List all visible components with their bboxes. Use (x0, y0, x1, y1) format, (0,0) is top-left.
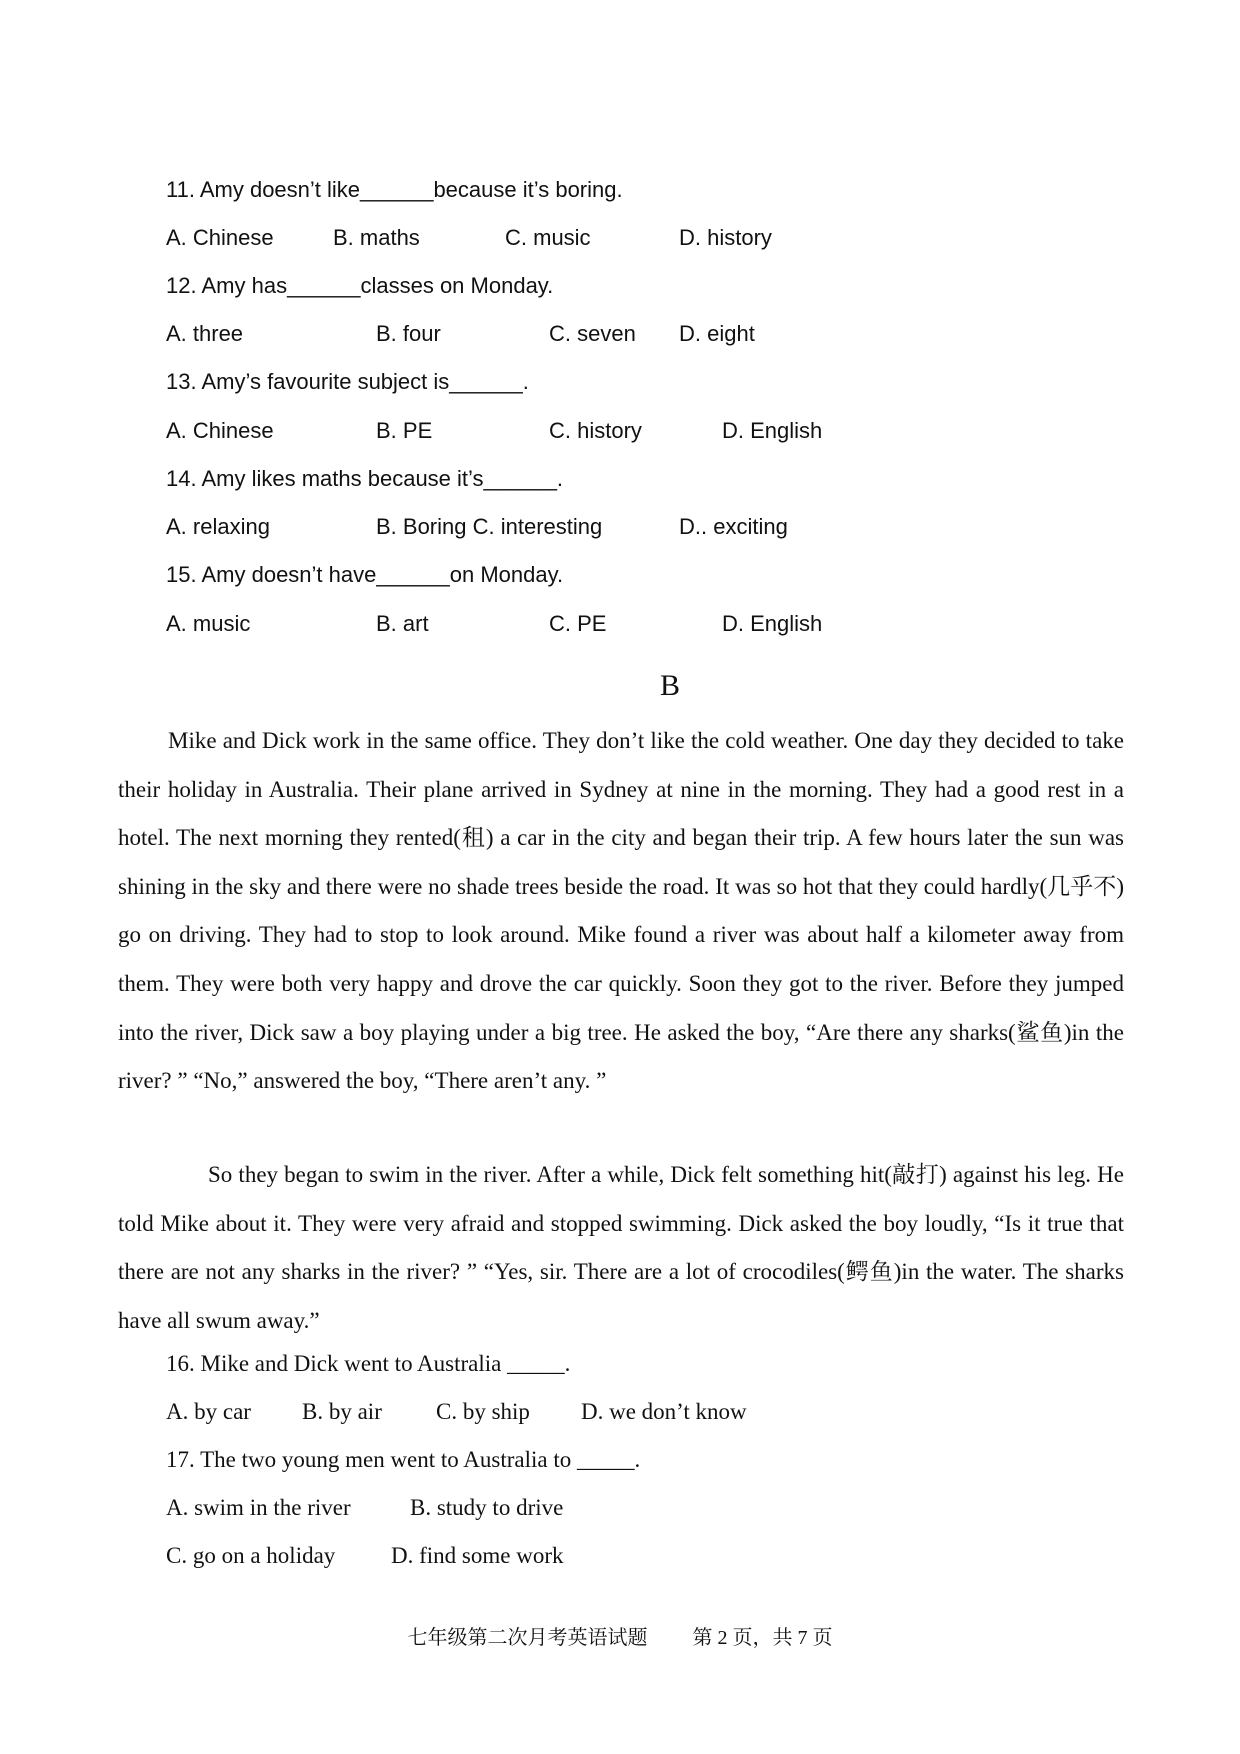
question-16-option-a: A. by car (166, 1399, 251, 1424)
question-15-option-a: A. music (166, 611, 251, 636)
question-17-option-d: D. find some work (391, 1543, 564, 1568)
question-17-option-a: A. swim in the river (166, 1495, 351, 1520)
question-15-option-d: D. English (722, 611, 823, 636)
footer-page-number: 第 2 页，共 7 页 (692, 1627, 833, 1649)
question-12-stem: 12. Amy has______classes on Monday. (166, 273, 554, 298)
question-15-option-c: C. PE (549, 611, 607, 636)
question-17-option-c: C. go on a holiday (166, 1543, 336, 1568)
question-15-option-b: B. art (376, 611, 429, 636)
question-13-option-b: B. PE (376, 418, 433, 443)
question-14-option-a: A. relaxing (166, 514, 270, 539)
question-17-option-b: B. study to drive (410, 1495, 564, 1520)
question-13-stem: 13. Amy’s favourite subject is______. (166, 369, 529, 394)
question-12-option-c: C. seven (549, 321, 636, 346)
question-14-option-b-c: B. Boring C. interesting (376, 514, 603, 539)
question-12-option-a: A. three (166, 321, 244, 346)
section-b-title: B (660, 669, 681, 702)
question-16-option-b: B. by air (302, 1399, 382, 1424)
question-13-option-c: C. history (549, 418, 642, 443)
reading-paragraph-1: Mike and Dick work in the same office. They don’t like the cold weather. One day they decided to take their holiday in Australia. Their plane arrived in Sydney at nine in the morning. They had a good rest in a hotel. The next morning they rented(租) a car in the city and began their trip. A few hours later the sun was shining in the sky and there were no shade trees beside the road. It was so hot that they could hardly(几乎不) go on driving. They had to stop to look around. Mike found a river was about half a kilometer away from them. They were both very happy and drove the car quickly. Soon they got to the river. Before they jumped into the river, Dick saw a boy playing under a big tree. He asked the boy, “Are there any sharks(鲨鱼)in the river? ” “No,” answered the boy, “There aren’t any. ” (118, 728, 1124, 1094)
page-footer (0, 1625, 1240, 1651)
question-11-option-d: D. history (679, 225, 772, 250)
question-13-option-a: A. Chinese (166, 418, 274, 443)
question-11-option-b: B. maths (333, 225, 420, 250)
footer-exam-title: 七年级第二次月考英语试题 (407, 1627, 648, 1649)
question-16-stem: 16. Mike and Dick went to Australia _____. (166, 1351, 571, 1376)
question-12-option-b: B. four (376, 321, 441, 346)
question-16-option-c: C. by ship (436, 1399, 530, 1424)
reading-paragraph-2: So they began to swim in the river. After a while, Dick felt something hit(敲打) against his leg. He told Mike about it. They were very afraid and stopped swimming. Dick asked the boy loudly, “Is it true that there are not any sharks in the river? ” “Yes, sir. There are a lot of crocodiles(鳄鱼)in the water. The sharks have all swum away.” (118, 1162, 1124, 1333)
question-16-option-d: D. we don’t know (581, 1399, 747, 1424)
question-17-stem: 17. The two young men went to Australia to _____. (166, 1447, 641, 1472)
question-11-option-a: A. Chinese (166, 225, 274, 250)
question-15-stem: 15. Amy doesn’t have______on Monday. (166, 562, 564, 587)
question-14-stem: 14. Amy likes maths because it’s______. (166, 466, 564, 491)
question-11-option-c: C. music (505, 225, 591, 250)
question-11-stem: 11. Amy doesn’t like______because it’s boring. (166, 177, 623, 202)
question-12-option-d: D. eight (679, 321, 755, 346)
question-14-option-d: D.. exciting (679, 514, 788, 539)
question-13-option-d: D. English (722, 418, 823, 443)
